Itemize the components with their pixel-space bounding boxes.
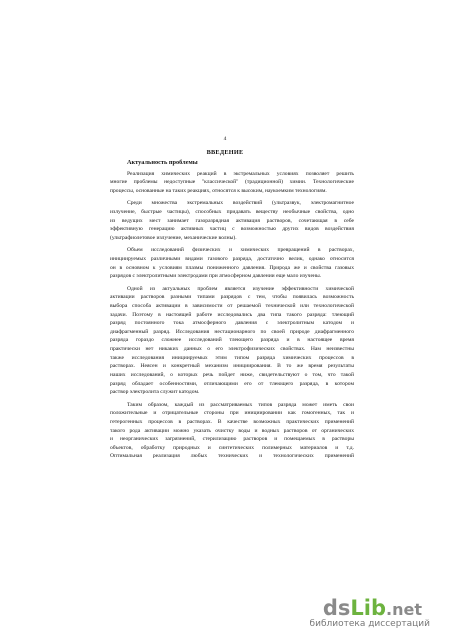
paragraph	[110, 246, 354, 280]
text-line: Таким образом, каждый из рассматриваемых типов разряда может иметь свои	[127, 401, 354, 408]
text-line: разрядов с электролитными электродами при атмосферном давлении еще мало изучены.	[110, 273, 322, 280]
text-line: процессы, основанные на таких реакциях, относятся к высоким, наукоемким технологиям.	[110, 187, 327, 194]
dslib-watermark	[300, 596, 440, 632]
text-line: такого рода активации можно указать очистку воды и водных растворов от органических	[110, 427, 354, 434]
text-line: Среди множества экстремальных воздействий (ультразвук, электромагнитное	[127, 200, 354, 207]
text-line: наших исследований, о которых речь пойдет ниже, свидетельствуют о том, что такой	[110, 371, 354, 378]
text-line: также исследования инициируемых этим типом разряда химических процессов в	[110, 354, 354, 361]
text-line: положительные и отрицательные стороны при инициировании как гомогенных, так и	[110, 410, 354, 417]
logo-lib-text: Lib	[350, 596, 387, 620]
text-line: он в основном к условиям плазмы пониженного давления. Природа же и свойства газовых	[110, 264, 354, 271]
text-line: разряд обладает особенностями, отличающими его от тлеющего разряда, в котором	[110, 380, 354, 387]
text-line: Одной из актуальных проблем является изучение эффективности химической	[127, 285, 354, 292]
text-line: эффективную генерацию активных частиц с возможностью других видов воздействия	[110, 226, 354, 233]
text-line: из ведущих мест занимает газоразрядная активация растворов, сочетающая в себе	[110, 217, 354, 224]
text-line: практически нет никаких данных о его электрофизических свойствах. Нам неизвестны	[110, 346, 354, 353]
paragraph	[110, 170, 354, 196]
text-line: растворах. Неясен и конкретный механизм инициирования. В то же время результаты	[110, 363, 354, 370]
text-line: многие проблемы недоступные "классической" (традиционной) химии. Технологические	[110, 179, 354, 186]
text-line: инициируемых различными видами газового разряда, достаточно велик, однако относится	[110, 255, 354, 262]
page-number: 4	[223, 136, 227, 142]
text-line: гетерогенных процессов в растворах. В качестве возможных практических применений	[110, 418, 354, 425]
text-line: задачи. Поэтому в настоящей работе исследовались два типа такого разряда: тлеющий	[110, 311, 354, 318]
text-line: раствор электролита служит катодом.	[110, 389, 200, 396]
text-line: диафрагменный разряд. Исследования нестационарного по своей природе диафрагменного	[110, 328, 354, 335]
text-line: разряд постоянного тока атмосферного давления с электролитным катодом и	[110, 320, 354, 327]
logo-net-text: .net	[386, 600, 422, 619]
text-line: Объем исследований физических и химических превращений в растворах,	[127, 247, 354, 254]
text-line: излучение, быстрые частицы), способных придавать веществу необычные свойства, одно	[110, 208, 354, 215]
paragraph	[110, 285, 354, 397]
text-line: и неорганических загрязнений, стерилизацию растворов и помещаемых в растворы	[110, 436, 354, 443]
body-text	[110, 170, 354, 462]
logo-ds-text: ds	[322, 596, 351, 620]
text-line: выбора способа активации в зависимости от решаемой технической или технологической	[110, 303, 354, 310]
paragraph	[110, 199, 354, 242]
text-line: объектов, обработку природных и синтетических полимерных материалов и т.д.	[110, 444, 354, 451]
watermark-tagline: библиотека диссертаций	[309, 619, 430, 629]
section-heading: ВВЕДЕНИЕ	[206, 149, 244, 156]
paragraph	[110, 401, 354, 461]
text-line: активации растворов разными типами разрядов с тем, чтобы появилась возможность	[110, 294, 354, 301]
text-line: Реализация химических реакций в экстремальных условиях позволяет решить	[127, 170, 354, 177]
subsection-heading: Актуальность проблемы	[127, 159, 198, 166]
text-line: Оптимальная реализация любых технических и технологических применений	[110, 453, 354, 460]
text-line: (ультрафиолетовое излучение, механические волны).	[110, 234, 237, 241]
text-line: разряда гораздо сложнее исследований тлеющего разряда и в настоящее время	[110, 337, 354, 344]
